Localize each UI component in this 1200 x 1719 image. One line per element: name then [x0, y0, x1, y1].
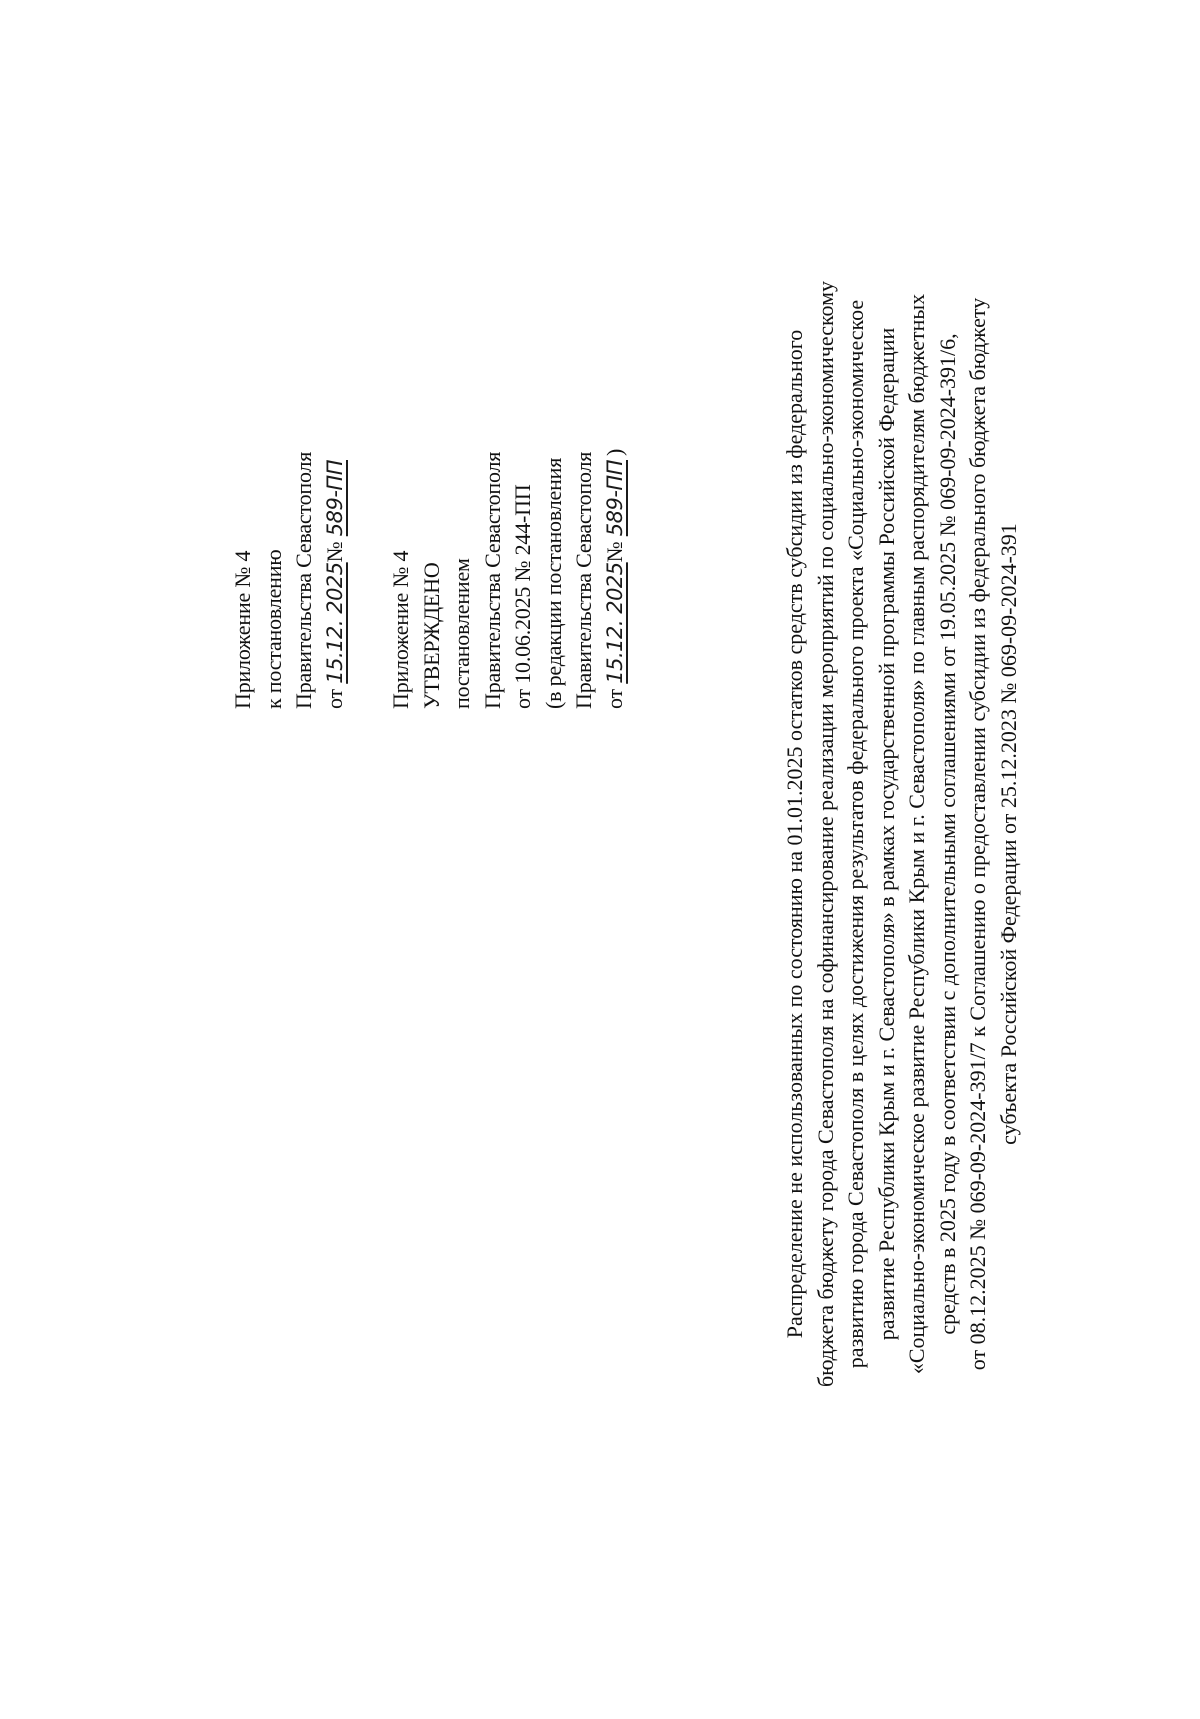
- title-line: развитию города Севастополя в целях достижения результатов федерального проекта «Социально-экономическое: [843, 299, 868, 1369]
- title-line: «Социально-экономическое развитие Республики Крым и г. Севастополя» по главным распорядителям бюджетных: [904, 293, 929, 1375]
- appendix-label-2: Приложение № 4: [388, 550, 413, 709]
- title-line: от 08.12.2025 № 069-09-2024-391/7 к Соглашению о предоставлении субсидии из федерального бюджета бюджету: [965, 297, 990, 1371]
- appendix-label: Приложение № 4: [230, 550, 255, 709]
- handwritten-number: 589-ПП: [322, 460, 347, 537]
- original-resolution-date: от 10.06.2025 № 244-ПП: [510, 484, 535, 709]
- amended-resolution-date-number: [600, 289, 631, 709]
- resolution-date-number: [320, 289, 351, 709]
- government-label-2: Правительства Севастополя: [479, 451, 505, 709]
- handwritten-date: 15.12. 2025: [322, 562, 347, 684]
- title-line: Распределение не использованных по состоянию на 01.01.2025 остатков средств субсидии из федерального: [782, 329, 807, 1339]
- handwritten-number-2: 589-ПП: [602, 460, 627, 537]
- handwritten-date-2: 15.12. 2025: [602, 562, 627, 684]
- title-line: средств в 2025 году в соответствии с дополнительными соглашениями от 19.05.2025 № 069-09-2024-391/6,: [934, 333, 960, 1335]
- stamp-spacer: [350, 289, 386, 709]
- from-prefix: от: [321, 683, 347, 709]
- title-line: развитие Республики Крым и г. Севастополя» в рамках государственной программы Российской Федерации: [873, 327, 899, 1341]
- approval-stamp: [228, 289, 630, 709]
- approved-label: УТВЕРЖДЕНО: [418, 562, 444, 709]
- document-title: [780, 159, 1024, 1509]
- to-resolution-label: к постановлению: [260, 549, 286, 709]
- as-amended-label: (в редакции постановления: [540, 457, 566, 709]
- government-label: Правительства Севастополя: [291, 451, 316, 709]
- title-line: субъекта Российской Федерации от 25.12.2023 № 069-09-2024-391: [995, 523, 1021, 1145]
- from-prefix-2: от: [601, 683, 627, 709]
- number-prefix-2: №: [601, 536, 627, 563]
- close-paren: ): [601, 448, 627, 456]
- by-resolution-label: постановлением: [449, 558, 474, 709]
- number-prefix: №: [321, 536, 347, 563]
- government-label-3: Правительства Севастополя: [571, 451, 596, 709]
- title-line: бюджета бюджету города Севастополя на софинансирование реализации мероприятий по социально-экономическому: [812, 280, 838, 1388]
